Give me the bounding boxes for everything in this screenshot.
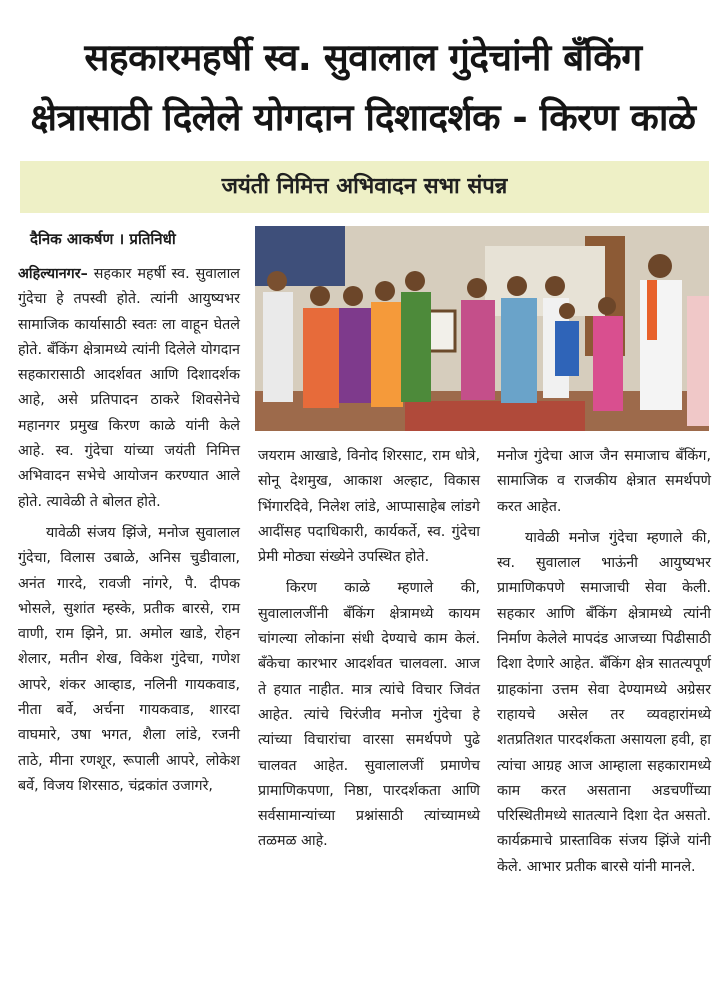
subheadline-bar: [20, 161, 709, 213]
group-photo-icon: [255, 226, 709, 431]
paragraph-text: सहकार महर्षी स्व. सुवालाल गुंदेचा हे तपस्वी होते. त्यांनी आयुष्यभर सामाजिक कार्यासाठी स्वतः ला वाहून घेतले होते. बँकिंग क्षेत्रामध्ये त्यांनी दिलेले योगदान सहकारासाठी आदर्शवत आणि दिशादर्शक आहे, असे प्रतिपादन ठाकरे शिवसेनेचे महानगर प्रमुख किरण काळे यांनी केले आहे. स्व. गुंदेचा यांच्या जयंती निमित्त अभिवादन सभेचे आयोजन करण्यात आले होते. त्यावेळी ते बोलत होते.: [18, 266, 240, 510]
article-paragraph: [18, 262, 240, 515]
article-column-3: [497, 444, 711, 886]
article-column-1: [18, 262, 240, 805]
subheadline: जयंती निमित्त अभिवादन सभा संपन्न: [221, 174, 508, 199]
article-paragraph: यावेळी संजय झिंजे, मनोज सुवालाल गुंदेचा, विलास उबाळे, अनिस चुडीवाला, अनंत गारदे, रावजी नांगरे, पै. दीपक भोसले, सुशांत म्हस्के, प्रतीक बारसे, राम वाणी, राम झिने, प्रा. अमोल खाडे, रोहन शेलार, मतीन शेख, विकेश गुंदेचा, गणेश आपरे, शंकर आव्हाड, नलिनी गायकवाड, नीता बर्वे, अर्चना गायकवाड, शारदा वाघमारे, उषा भगत, शैला लांडे, रजनी ताठे, मीना रणशूर, रूपाली आपरे, लोकेश बर्वे, विजय शिरसाठ, चंद्रकांत उजागरे,: [18, 524, 240, 794]
article-column-2: [258, 444, 480, 861]
group-photo: [255, 226, 709, 431]
article-paragraph: मनोज गुंदेचा आज जैन समाजाच बँकिंग, सामाजिक व राजकीय क्षेत्रात समर्थपणे करत आहेत.: [497, 448, 711, 515]
headline-line-2: क्षेत्रासाठी दिलेले योगदान दिशादर्शक - किरण काळे: [30, 96, 696, 139]
article-paragraph: जयराम आखाडे, विनोद शिरसाट, राम धोत्रे, सोनू देशमुख, आकाश अल्हाट, विकास भिंगारदिवे, निलेश लांडे, आप्पासाहेब लांडगे आदींसह पदाधिकारी, कार्यकर्ते, स्व. गुंदेचा प्रेमी मोठ्या संख्येने उपस्थित होते.: [258, 448, 480, 566]
dateline: अहिल्यानगर–: [18, 266, 88, 282]
article-paragraph: यावेळी मनोज गुंदेचा म्हणाले की, स्व. सुवालाल भाऊंनी आयुष्यभर प्रामाणिकपणे समाजाची सेवा केली. सहकार आणि बँकिंग क्षेत्रामध्ये त्यांनी निर्माण केलेले मापदंड आजच्या पिढीसाठी दिशा देणारे आहेत. बँकिंग क्षेत्र सातत्यपूर्ण ग्राहकांना उत्तम सेवा देण्यामध्ये अग्रेसर राहायचे असेल तर व्यवहारांमध्ये शतप्रतिशत पारदर्शकता असायला हवी, हा त्यांचा आग्रह आज आम्हाला सहकारामध्ये काम करत असताना अडचणींच्या परिस्थितीमध्ये सातत्याने दिशा देत असतो. कार्यक्रमाचे प्रास्ताविक संजय झिंजे यांनी केले. आभार प्रतीक बारसे यांनी मानले.: [497, 529, 711, 875]
article-paragraph: किरण काळे म्हणाले की, सुवालालजींनी बँकिंग क्षेत्रामध्ये कायम चांगल्या लोकांना संधी देण्याचे काम केलं. बँकेचा कारभार आदर्शवत चालवला. आज ते हयात नाहीत. मात्र त्यांचे विचार जिवंत आहेत. त्यांचे चिरंजीव मनोज गुंदेचा हे त्यांच्या विचारांचा वारसा समर्थपणे पुढे चालवत आहेत. सुवालालजीं प्रमाणेच प्रामाणिकपणा, निष्ठा, पारदर्शकता आणि सर्वसामान्यांच्या प्रश्नांसाठी त्यांच्यामध्ये तळमळ आहे.: [258, 580, 480, 850]
headline-line-1: सहकारमहर्षी स्व. सुवालाल गुंदेचांनी बँकिंग: [84, 36, 642, 79]
byline: दैनिक आकर्षण । प्रतिनिधी: [30, 230, 176, 248]
